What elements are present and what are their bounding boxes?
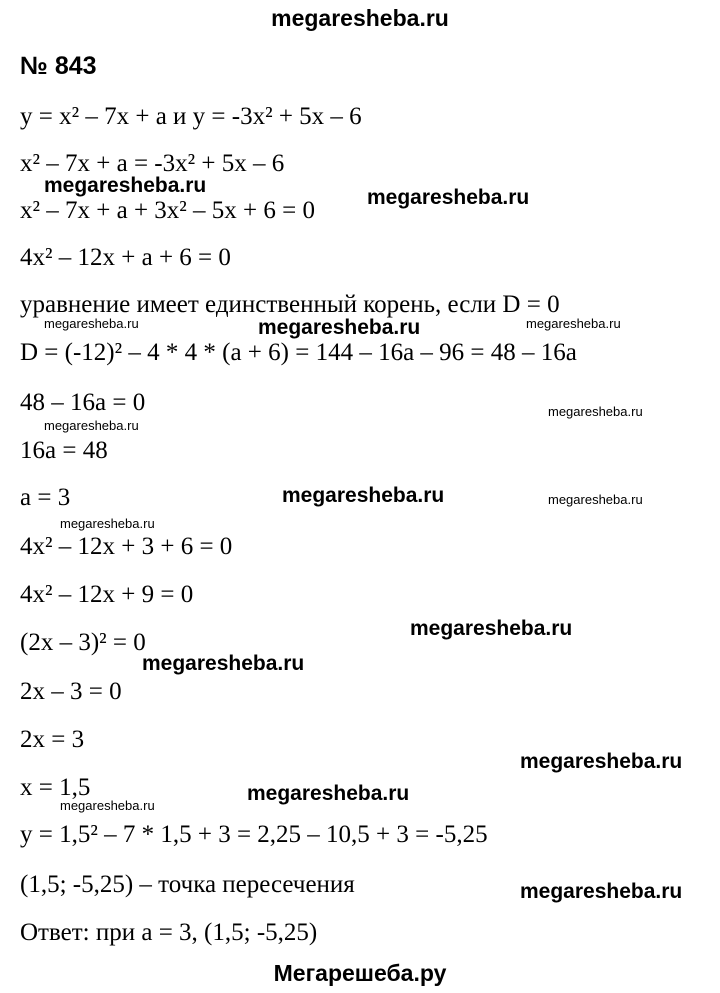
- solution-line: уравнение имеет единственный корень, если D = 0: [20, 291, 560, 318]
- solution-line: 4x² – 12x + 9 = 0: [20, 581, 194, 608]
- solution-line: (2x – 3)² = 0: [20, 629, 146, 656]
- watermark: megaresheba.ru: [60, 516, 155, 531]
- solution-line: x = 1,5: [20, 774, 91, 801]
- watermark: megaresheba.ru: [548, 404, 643, 419]
- watermark: megaresheba.ru: [548, 492, 643, 507]
- watermark: megaresheba.ru: [258, 316, 421, 339]
- solution-line: (1,5; -5,25) – точка пересечения: [20, 871, 355, 898]
- solution-line: 2x – 3 = 0: [20, 678, 122, 705]
- solution-line: D = (-12)² – 4 * 4 * (a + 6) = 144 – 16a – 96 = 48 – 16a: [20, 339, 577, 366]
- problem-number: № 843: [20, 52, 97, 80]
- solution-line: 4x² – 12x + a + 6 = 0: [20, 244, 231, 271]
- watermark: megaresheba.ru: [44, 418, 139, 433]
- site-header: megaresheba.ru: [271, 5, 449, 31]
- solution-line: y = x² – 7x + a и y = -3x² + 5x – 6: [20, 103, 362, 130]
- watermark: megaresheba.ru: [367, 186, 530, 209]
- watermark: megaresheba.ru: [520, 880, 683, 903]
- watermark: megaresheba.ru: [410, 617, 573, 640]
- watermark: megaresheba.ru: [247, 782, 410, 805]
- watermark: megaresheba.ru: [60, 798, 155, 813]
- watermark: megaresheba.ru: [526, 316, 621, 331]
- solution-line: y = 1,5² – 7 * 1,5 + 3 = 2,25 – 10,5 + 3 = -5,25: [20, 821, 488, 848]
- watermark: megaresheba.ru: [142, 652, 305, 675]
- watermark: megaresheba.ru: [44, 174, 207, 197]
- solution-line: 2x = 3: [20, 726, 85, 753]
- watermark: megaresheba.ru: [282, 484, 445, 507]
- watermark: megaresheba.ru: [520, 750, 683, 773]
- solution-line: 48 – 16a = 0: [20, 389, 146, 416]
- solution-line: 4x² – 12x + 3 + 6 = 0: [20, 533, 233, 560]
- solution-line: x² – 7x + a + 3x² – 5x + 6 = 0: [20, 197, 315, 224]
- solution-line: a = 3: [20, 484, 71, 511]
- solution-line: 16a = 48: [20, 437, 108, 464]
- site-footer: Мегарешеба.ру: [273, 960, 447, 986]
- solution-line: Ответ: при a = 3, (1,5; -5,25): [20, 919, 318, 946]
- watermark: megaresheba.ru: [44, 316, 139, 331]
- solution-line: x² – 7x + a = -3x² + 5x – 6: [20, 150, 285, 177]
